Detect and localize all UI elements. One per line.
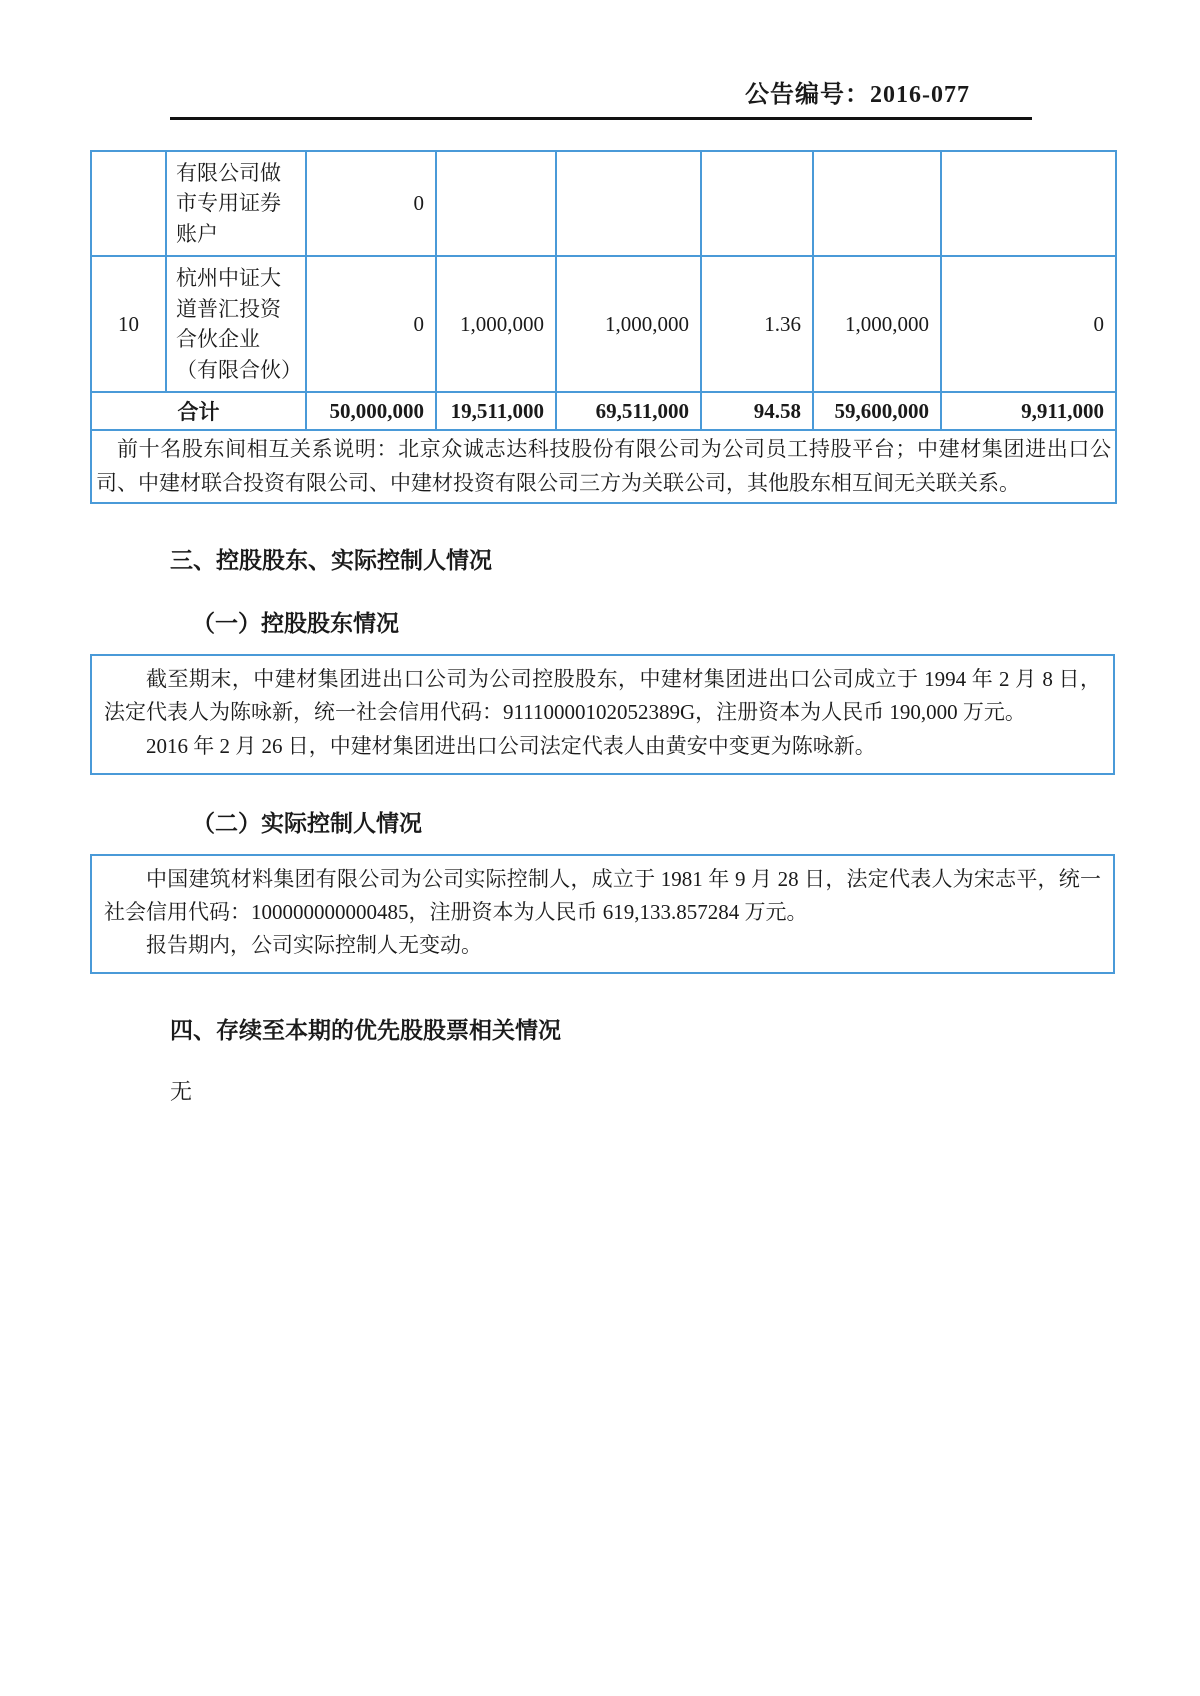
cell-holder-name: 杭州中证大道普汇投资合伙企业（有限合伙） — [166, 256, 306, 392]
cell-total-value: 50,000,000 — [306, 392, 436, 430]
table-row-10 — [91, 256, 1116, 392]
cell-total-value: 94.58 — [701, 392, 813, 430]
controlling-shareholder-paragraph-1: 截至期末，中建材集团进出口公司为公司控股股东，中建材集团进出口公司成立于 1994 年 2 月 8 日，法定代表人为陈咏新，统一社会信用代码：91110000102052389G，注册资本为人民币 190,000 万元。 — [104, 667, 1101, 725]
cell-value — [436, 151, 556, 256]
actual-controller-paragraph-2: 报告期内，公司实际控制人无变动。 — [146, 933, 482, 958]
cell-serial — [91, 151, 166, 256]
cell-holder-name: 有限公司做市专用证券账户 — [166, 151, 306, 256]
cell-serial: 10 — [91, 256, 166, 392]
cell-value: 1,000,000 — [813, 256, 941, 392]
table-row-carryover — [91, 151, 1116, 256]
cell-value: 1,000,000 — [556, 256, 701, 392]
cell-value — [941, 151, 1116, 256]
table-row-total — [91, 392, 1116, 430]
page-content — [0, 150, 1200, 1106]
cell-total-value: 19,511,000 — [436, 392, 556, 430]
cell-value: 1,000,000 — [436, 256, 556, 392]
cell-value: 1.36 — [701, 256, 813, 392]
table-row-relationship-note — [91, 430, 1116, 503]
actual-controller-paragraph-1: 中国建筑材料集团有限公司为公司实际控制人，成立于 1981 年 9 月 28 日，法定代表人为宋志平，统一社会信用代码：100000000000485，注册资本为人民币 619,133.857284 万元。 — [104, 866, 1101, 924]
cell-total-label: 合计 — [91, 392, 306, 430]
cell-value — [556, 151, 701, 256]
cell-relationship-note: 前十名股东间相互关系说明：北京众诚志达科技股份有限公司为公司员工持股平台；中建材集团进出口公司、中建材联合投资有限公司、中建材投资有限公司三方为关联公司，其他股东相互间无关联关系。 — [91, 430, 1116, 503]
controlling-shareholder-paragraph-2: 2016 年 2 月 26 日，中建材集团进出口公司法定代表人由黄安中变更为陈咏新。 — [146, 733, 876, 758]
cell-value: 0 — [306, 256, 436, 392]
cell-value: 0 — [941, 256, 1116, 392]
cell-value: 0 — [306, 151, 436, 256]
cell-total-value: 59,600,000 — [813, 392, 941, 430]
cell-value — [813, 151, 941, 256]
shareholder-table — [90, 150, 1117, 504]
section3-title: 三、控股股东、实际控制人情况 — [170, 547, 492, 574]
cell-total-value: 9,911,000 — [941, 392, 1116, 430]
announcement-number: 公告编号：2016-077 — [745, 82, 970, 108]
page-header — [170, 74, 1032, 120]
section3-sub1-title: （一）控股股东情况 — [192, 610, 399, 637]
actual-controller-box — [90, 854, 1115, 975]
cell-total-value: 69,511,000 — [556, 392, 701, 430]
section4-title: 四、存续至本期的优先股股票相关情况 — [170, 1017, 561, 1044]
section4-body: 无 — [170, 1079, 193, 1105]
section3-sub2-title: （二）实际控制人情况 — [192, 809, 422, 836]
controlling-shareholder-box — [90, 654, 1115, 775]
cell-value — [701, 151, 813, 256]
